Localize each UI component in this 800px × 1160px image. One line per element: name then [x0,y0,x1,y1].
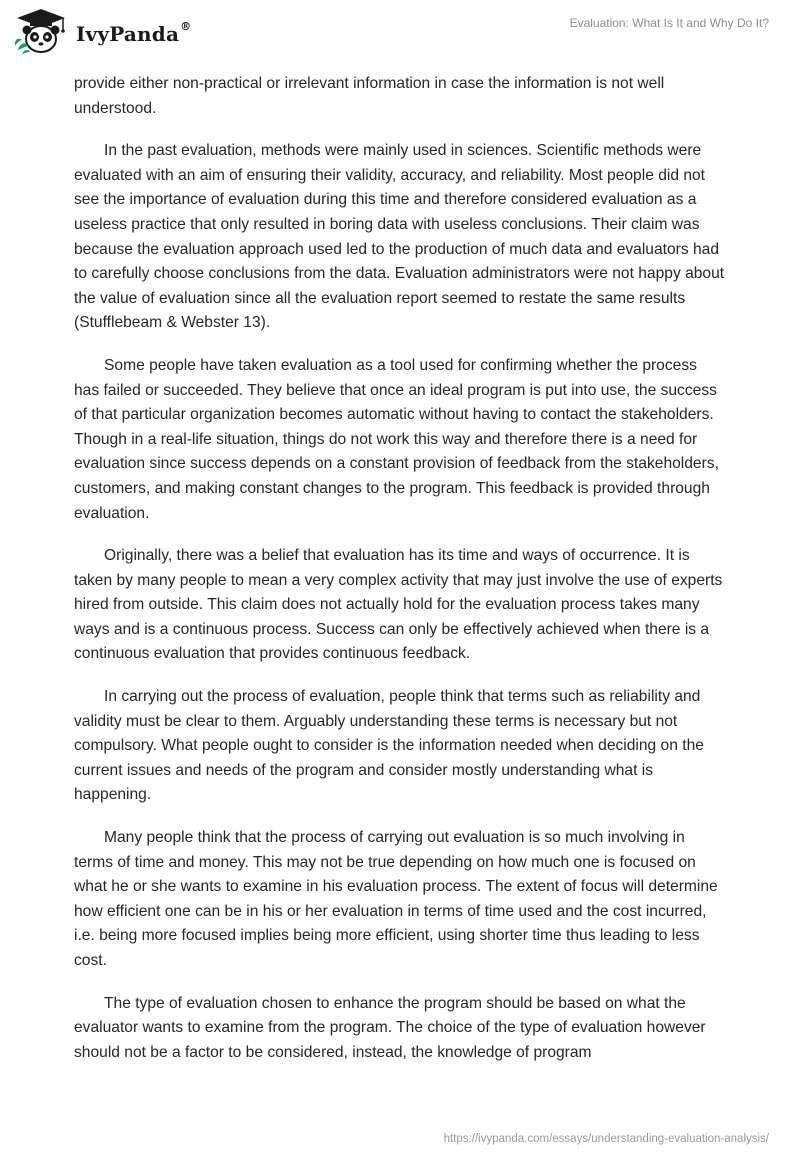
paragraph: In carrying out the process of evaluation, people think that terms such as reliability and validity must be clear to them. Arguably understanding these terms is necessary but not compulsory. What people ought to consider is the information needed when deciding on the current issues and needs of the program and consider mostly understanding what is happening. [74,688,704,804]
panda-graduation-cap-icon [12,6,70,58]
paragraph: The type of evaluation chosen to enhance the program should be based on what the evaluator wants to examine from the program. The choice of the type of evaluation however should not be a factor to be considered, instead, the knowledge of program [74,994,706,1061]
document-title: Evaluation: What Is It and Why Do It? [569,16,769,30]
paragraph: In the past evaluation, methods were mainly used in sciences. Scientific methods were evaluated with an aim of ensuring their validity, accuracy, and reliability. Most people did not see the importance of evaluation during this time and therefore considered evaluation as a useless practice that only resulted in boring data with useless conclusions. Their claim was because the evaluation approach used led to the production of much data and evaluators had to carefully choose conclusions from the data. Evaluation administrators were not happy about the value of evaluation since all the evaluation report seemed to restate the same results (Stufflebeam & Webster 13). [74,142,725,332]
paragraph: Originally, there was a belief that evaluation has its time and ways of occurrence. It is taken by many people to mean a very complex activity that may just involve the use of experts hired from outside. This claim does not actually hold for the evaluation process takes many ways and is a continuous process. Success can only be effectively achieved when there is a continuous evaluation that provides continuous feedback. [74,547,723,663]
brand-name: IvyPanda® [76,20,192,46]
registered-mark: ® [180,20,192,33]
ivypanda-logo[interactable] [12,6,191,58]
paragraph: Many people think that the process of carrying out evaluation is so much involving in terms of time and money. This may not be true depending on how much one is focused on what he or she wants to examine in his evaluation process. The extent of focus will determine how efficient one can be in his or her evaluation in terms of time used and the cost incurred, i.e. being more focused implies being more efficient, using shorter time thus leading to less cost. [74,829,718,969]
paragraph-continuation: provide either non-practical or irrelevant information in case the information is not well understood. [74,75,665,117]
page-header [0,0,800,70]
paragraph: Some people have taken evaluation as a tool used for confirming whether the process has failed or succeeded. They believe that once an ideal program is put into use, the success of that particular organization becomes automatic without having to contact the stakeholders. Though in a real-life situation, things do not work this way and therefore there is a need for evaluation since success depends on a constant provision of feedback from the stakeholders, customers, and making constant changes to the program. This feedback is provided through evaluation. [74,356,719,522]
essay-body [74,72,726,1083]
source-url[interactable]: https://ivypanda.com/essays/understanding-evaluation-analysis/ [443,1133,769,1145]
